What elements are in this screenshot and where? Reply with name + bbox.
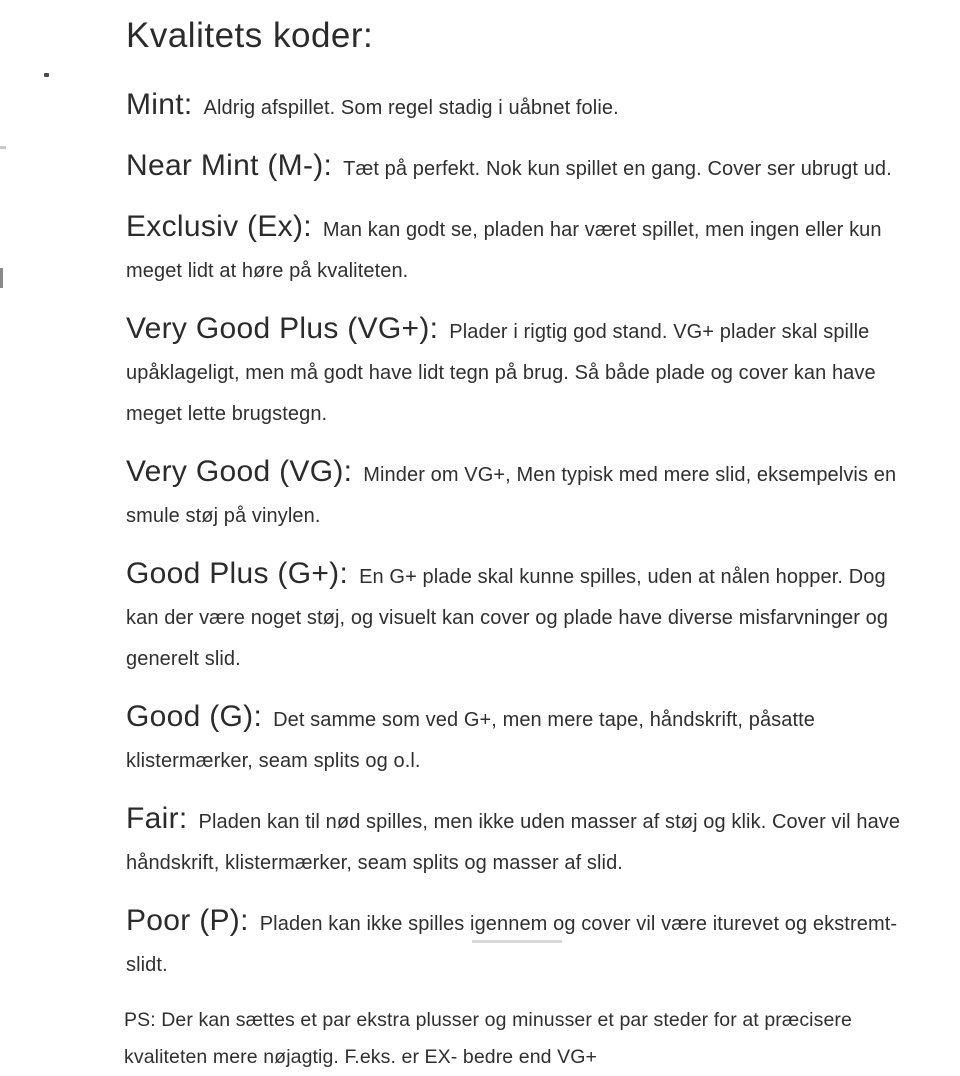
page-title: Kvalitets koder: — [126, 16, 374, 55]
grade-heading-fair: Fair: — [126, 802, 188, 835]
grade-heading-good-plus: Good Plus (G+): — [126, 557, 349, 590]
grade-section-exclusiv — [126, 206, 918, 292]
grade-section-good — [126, 696, 918, 782]
grade-heading-exclusiv: Exclusiv (Ex): — [126, 210, 312, 243]
grade-section-good-plus — [126, 553, 918, 680]
grade-description-near-mint: Tæt på perfekt. Nok kun spillet en gang. Cover ser ubrugt ud. — [343, 158, 892, 180]
grade-section-mint — [126, 84, 918, 129]
grade-description-very-good-plus: Plader i rigtig god stand. VG+ plader skal spille upåklageligt, men må godt have lidt tegn på brug. Så både plade og cover kan have meget lette brugstegn. — [126, 321, 876, 425]
grade-description-good-plus: En G+ plade skal kunne spilles, uden at nålen hopper. Dog kan der være noget støj, og visuelt kan cover og plade have diverse misfarvninger og generelt slid. — [126, 566, 889, 670]
grade-heading-poor: Poor (P): — [126, 904, 249, 937]
grade-section-poor — [126, 900, 918, 986]
scan-artifact-tick — [0, 146, 6, 149]
footnote-ps: PS: Der kan sættes et par ekstra plusser og minusser et par steder for at præcisere kvaliteten mere nøjagtig. F.eks. er EX- bedre end VG+ — [124, 1009, 852, 1068]
grade-section-very-good-plus — [126, 308, 918, 435]
grade-description-exclusiv: Man kan godt se, pladen har været spillet, men ingen eller kun meget lidt at høre på kvaliteten. — [126, 219, 882, 282]
grade-heading-very-good-plus: Very Good Plus (VG+): — [126, 312, 439, 345]
grade-description-very-good: Minder om VG+, Men typisk med mere slid, eksempelvis en smule støj på vinylen. — [126, 464, 897, 527]
grade-heading-good: Good (G): — [126, 700, 263, 733]
grade-section-near-mint — [126, 145, 918, 190]
grade-description-mint: Aldrig afspillet. Som regel stadig i uåbnet folie. — [203, 97, 619, 119]
grade-description-poor: Pladen kan ikke spilles igennem og cover vil være iturevet og ekstremt-slidt. — [126, 913, 898, 976]
scan-artifact-dot — [44, 73, 49, 77]
grade-description-fair: Pladen kan til nød spilles, men ikke uden masser af støj og klik. Cover vil have håndskrift, klistermærker, seam splits og masser af slid. — [126, 811, 901, 874]
grade-heading-very-good: Very Good (VG): — [126, 455, 353, 488]
grade-heading-mint: Mint: — [126, 88, 193, 121]
grade-section-fair — [126, 798, 918, 884]
grade-section-very-good — [126, 451, 918, 537]
grade-description-good: Det samme som ved G+, men mere tape, håndskrift, påsatte klistermærker, seam splits og o.l. — [126, 709, 816, 772]
scan-artifact-bar — [0, 268, 3, 288]
grade-heading-near-mint: Near Mint (M-): — [126, 149, 333, 182]
document-page — [126, 8, 918, 1076]
